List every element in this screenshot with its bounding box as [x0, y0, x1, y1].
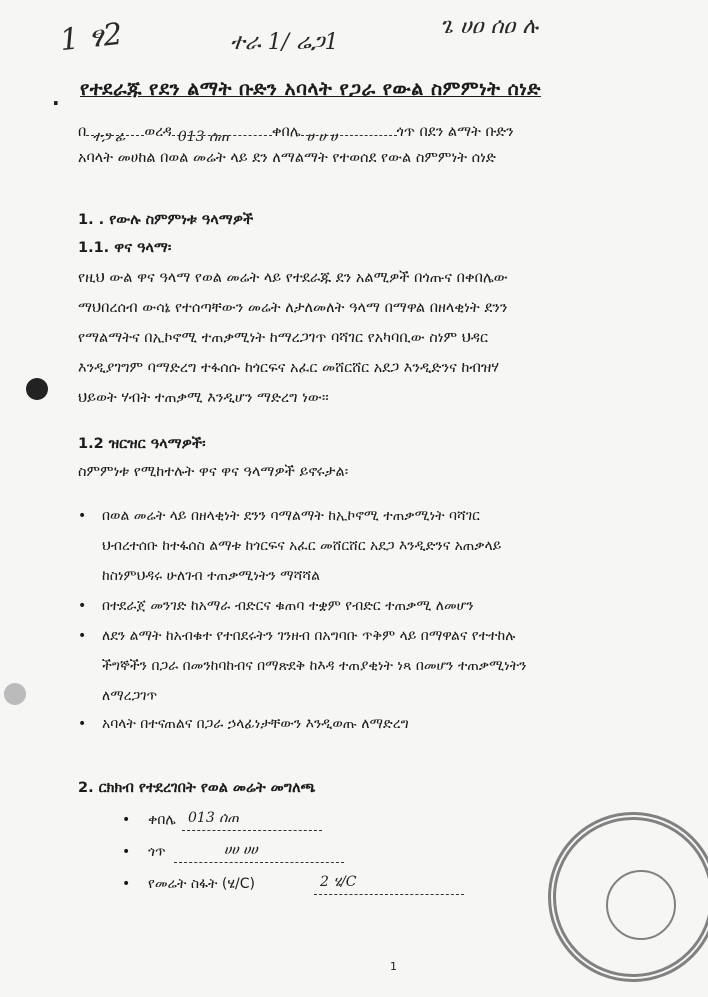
stamp-center: [606, 870, 676, 940]
bullet-dot: •: [122, 812, 131, 828]
title-bullet: .: [52, 86, 60, 110]
body-line: ህይወት ሃብት ተጠቃሚ እንዲሆን ማድረግ ነው፡፡: [78, 390, 329, 406]
punch-hole: [26, 378, 48, 400]
body-line: እንዲያገግም ባማድረግ ተፋሰሱ ከጎርፍና አፈር መሸርሸር አደጋ እንዲድንና ከብዝሃ: [78, 360, 500, 376]
section-1-2-heading: 1.2 ዝርዝር ዓላማዎች፡: [78, 436, 206, 452]
handwritten-fill: ሀሀ ሀሀ: [224, 842, 258, 858]
bullet-dot: •: [78, 598, 87, 614]
handwritten-note: ተራ 1/ ሬጋ1: [230, 30, 339, 55]
official-stamp: [548, 812, 708, 982]
document-title: የተደራጁ የደን ልማት ቡድን አባላት የጋራ የውል ስምምነት ሰነድ: [80, 78, 541, 100]
bullet-dot: •: [78, 508, 87, 524]
body-line: የማልማትና በኢኮኖሚ ተጠቃሚነት ከማረጋገጥ ባሻገር የአካባቢው ስነም ህዳር: [78, 330, 488, 346]
handwritten-fill: 013 ሰጠ: [188, 810, 240, 826]
section-1-2-lead: ስምምነቱ የሚከተሉት ዋና ዋና ዓላማዎች ይኖሩታል፡: [78, 464, 349, 480]
bullet-dot: •: [78, 716, 87, 732]
punch-hole: [4, 683, 26, 705]
handwritten-fill: 2 ሄ/C: [320, 874, 357, 890]
bullet-dot: •: [78, 628, 87, 644]
section-1-heading: 1. . የውሉ ስምምነቱ ዓላማዎች: [78, 212, 254, 228]
bullet-dot: •: [122, 876, 131, 892]
section-2-heading: 2. ርክክብ የተደረገበት የወል መሬት መግለጫ: [78, 780, 316, 796]
section-1-1-heading: 1.1. ዋና ዓላማ፡: [78, 240, 172, 256]
handwritten-fill: ሀ ሀ ሀ: [306, 129, 338, 145]
page-number: 1: [390, 960, 397, 973]
handwritten-fill: ተጋ ፊ: [92, 129, 126, 145]
body-line: ማህበረሰብ ውሳኔ የተሰጣቸውን መሬት ለታለመለት ዓላማ በማዋል በዘላቂነት ደንን: [78, 300, 508, 316]
body-line: የዚህ ውል ዋና ዓላማ የወል መሬት ላይ የተደራጁ ደን አልሚዎች በጎጡና በቀበሌው: [78, 270, 508, 286]
bullet-dot: •: [122, 844, 131, 860]
handwritten-fill: 013 ሰጠ: [177, 129, 229, 145]
handwritten-number: 1 ፃ2: [58, 16, 125, 59]
intro-line-2: አባላት መሀከል በወል መሬት ላይ ደን ለማልማት የተወሰደ የውል ስምምነት ሰነድ: [78, 150, 496, 166]
handwritten-note: ጌ ሀዐ ሰዐ ሉ: [440, 14, 538, 39]
intro-line-1: በ ተጋ ፊ ወረዳ 013 ሰጠ ቀበሌ ሀ ሀ ሀ ጎጥ በደን ልማት ቡድን: [78, 124, 514, 145]
